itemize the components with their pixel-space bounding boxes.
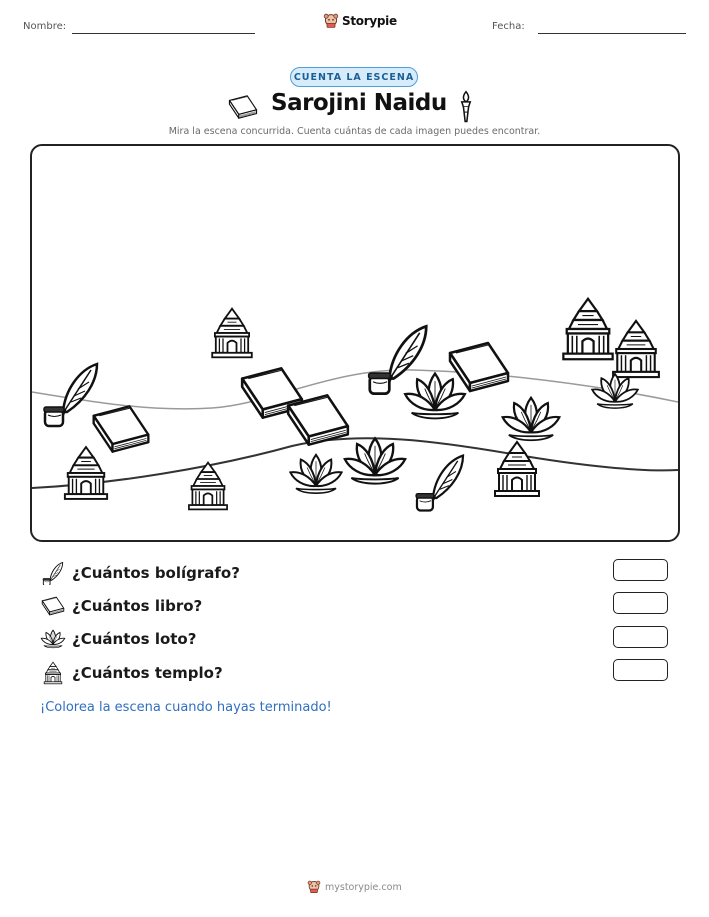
question-text: ¿Cuántos loto? [72,630,197,648]
answer-box-templo[interactable] [613,659,668,681]
activity-badge: CUENTA LA ESCENA [290,67,418,87]
brand-name: Storypie [342,14,397,28]
answer-box-loto[interactable] [613,626,668,648]
question-row-libro [40,594,202,618]
temple-icon [40,661,66,685]
book-icon [450,343,508,391]
temple-icon [65,447,107,499]
counting-scene[interactable] [30,144,680,542]
page-title: Sarojini Naidu [271,90,447,116]
question-row-loto [40,627,196,651]
question-text: ¿Cuántos bolígrafo? [72,564,240,582]
storypie-logo-icon [307,880,321,894]
temple-icon [212,309,252,358]
temple-icon [613,321,659,377]
name-label: Nombre: [23,21,67,32]
lotus-icon [40,627,66,651]
lotus-icon [592,374,638,408]
brand-logo [323,13,397,29]
lotus-icon [290,455,341,493]
coloring-instruction: ¡Colorea la escena cuando hayas terminado! [40,700,332,715]
lotus-icon [345,438,405,483]
temple-icon [563,299,612,359]
question-text: ¿Cuántos templo? [72,664,223,682]
book-icon [40,594,66,618]
temple-icon [495,442,539,496]
question-row-templo [40,661,223,685]
page-subtitle: Mira la escena concurrida. Cuenta cuántas de cada imagen puedes encontrar. [168,126,541,137]
book-icon [288,395,348,444]
lotus-icon [405,374,465,419]
date-input-line[interactable] [538,33,686,34]
book-icon [94,406,149,451]
book-icon [226,93,260,121]
quill-pen-icon [40,561,66,585]
footer [307,880,402,894]
torch-icon [457,90,475,124]
temple-icon [189,463,227,510]
footer-site: mystorypie.com [325,881,402,893]
question-text: ¿Cuántos libro? [72,597,203,615]
date-label: Fecha: [492,21,525,32]
name-input-line[interactable] [72,33,255,34]
quill-pen-icon [416,456,463,511]
storypie-logo-icon [323,13,339,29]
question-row-boligrafo [40,561,240,585]
answer-box-libro[interactable] [613,592,668,614]
lotus-icon [503,398,560,441]
answer-box-boligrafo[interactable] [613,559,668,581]
